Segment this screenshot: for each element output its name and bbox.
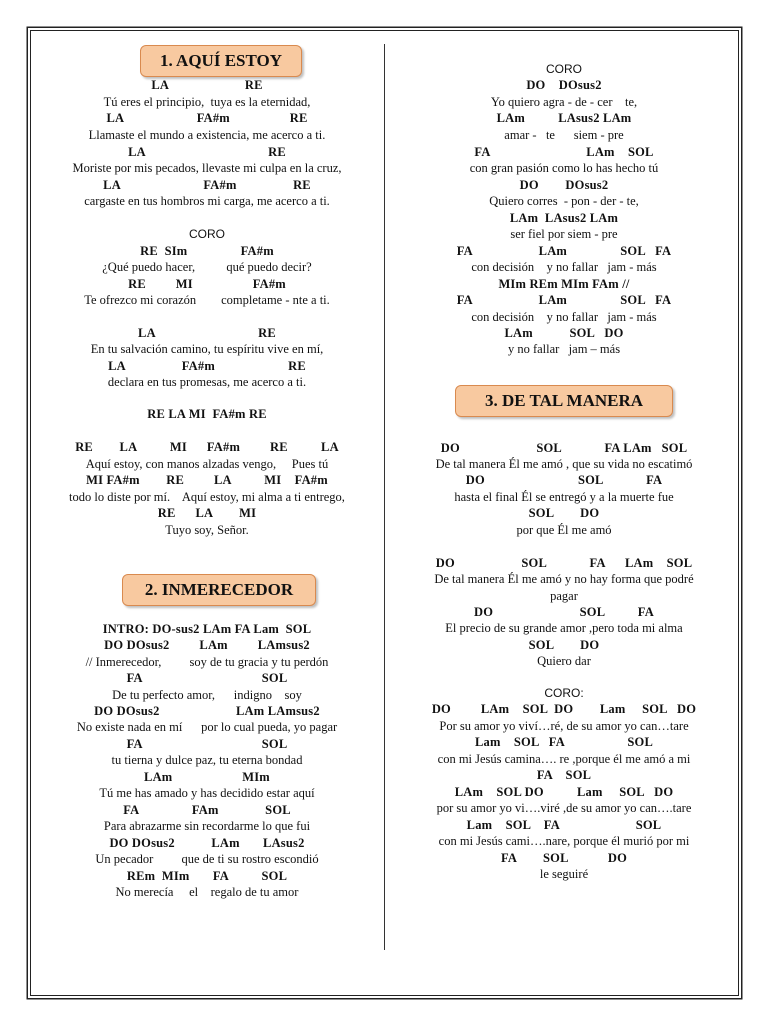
- chord-line: DO LAm SOL DO Lam SOL DO: [431, 702, 697, 716]
- chord-line: LA FA#m RE: [108, 359, 306, 373]
- lyric-line: amar - te siem - pre: [504, 128, 624, 142]
- chord-line: REm MIm FA SOL: [126, 869, 288, 883]
- lyric-line: Aquí estoy, con manos alzadas vengo, Pues tú: [85, 457, 329, 471]
- chord-line: LAm LAsus2 LAm: [509, 211, 619, 225]
- lyric-line: declara en tus promesas, me acerco a ti.: [107, 375, 307, 389]
- lyric-line: Tuyo soy, Señor.: [165, 523, 249, 537]
- lyric-line: pagar: [550, 589, 578, 603]
- lyric-line: Para abrazarme sin recordarme lo que fui: [103, 819, 311, 833]
- lyric-line: Yo quiero agra - de - cer te,: [490, 95, 638, 109]
- lyric-line: ser fiel por siem - pre: [510, 227, 618, 241]
- chord-line: RE LA MI: [157, 506, 257, 520]
- lyric-line: todo lo diste por mí. Aquí estoy, mi alma a ti entrego,: [69, 490, 345, 504]
- chord-line: LAm LAsus2 LAm: [496, 111, 632, 125]
- lyric-line: De tal manera Él me amó , que su vida no escatimó: [435, 457, 693, 471]
- chord-line: FA SOL: [126, 671, 288, 685]
- lyric-line: Moriste por mis pecados, llevaste mi culpa en la cruz,: [72, 161, 342, 175]
- coro-label: CORO: [546, 62, 582, 76]
- lyric-line: No existe nada en mí por lo cual pueda, yo pagar: [76, 720, 338, 734]
- lyric-line: No merecía el regalo de tu amor: [115, 885, 299, 899]
- chord-line: LAm SOL DO: [504, 326, 624, 340]
- chord-line: FA LAm SOL: [474, 145, 654, 159]
- lyric-line: // Inmerecedor, soy de tu gracia y tu perdón: [85, 655, 329, 669]
- chord-line: MI FA#m RE LA MI FA#m: [86, 473, 328, 487]
- lyric-line: De tal manera Él me amó y no hay forma que podré: [434, 572, 694, 586]
- chord-line: FA FAm SOL: [123, 803, 291, 817]
- column-divider: [384, 44, 385, 950]
- lyric-line: con decisión y no fallar jam - más: [471, 260, 657, 274]
- chord-line: INTRO: DO-sus2 LAm FA Lam SOL: [102, 622, 312, 636]
- chord-line: SOL DO: [528, 638, 600, 652]
- lyric-line: Por su amor yo viví…ré, de su amor yo can…tare: [439, 719, 689, 733]
- lyric-line: En tu salvación camino, tu espíritu vive en mí,: [90, 342, 324, 356]
- chord-line: DO SOL FA: [474, 605, 654, 619]
- chord-line: Lam SOL FA SOL: [474, 735, 654, 749]
- chord-line: FA SOL DO: [500, 851, 628, 865]
- lyric-line: Quiero corres - pon - der - te,: [489, 194, 639, 208]
- lyric-line: cargaste en tus hombros mi carga, me acerco a ti.: [84, 194, 330, 208]
- chord-line: DO SOL FA: [465, 473, 663, 487]
- chord-line: LA FA#m RE: [106, 111, 308, 125]
- chord-line: LAm MIm: [144, 770, 270, 784]
- chord-line: DO DOsus2: [519, 178, 609, 192]
- coro-label: CORO:: [544, 686, 584, 700]
- chord-line: LA FA#m RE: [103, 178, 311, 192]
- lyric-line: El precio de su grande amor ,pero toda mi alma: [445, 621, 683, 635]
- lyric-line: Tú me has amado y has decidido estar aquí: [99, 786, 315, 800]
- lyric-line: Quiero dar: [537, 654, 591, 668]
- chord-line: LAm SOL DO Lam SOL DO: [454, 785, 674, 799]
- lyric-line: y no fallar jam – más: [507, 342, 621, 356]
- lyric-line: con mi Jesús cami….nare, porque él murió por mi: [438, 834, 690, 848]
- chord-line: LA RE: [151, 78, 263, 92]
- lyric-line: Te ofrezco mi corazón completame - nte a ti.: [84, 293, 330, 307]
- chord-line: FA SOL: [126, 737, 288, 751]
- chord-line: DO SOL FA LAm SOL: [435, 556, 693, 570]
- chord-line: FA SOL: [536, 768, 592, 782]
- chord-line: DO DOsus2: [526, 78, 602, 92]
- chord-line: DO DOsus2 LAm LAmsus2: [94, 704, 320, 718]
- coro-label: CORO: [189, 227, 225, 241]
- chord-line: RE SIm FA#m: [140, 244, 274, 258]
- lyric-line: hasta el final Él se entregó y a la muerte fue: [454, 490, 674, 504]
- lyric-line: con decisión y no fallar jam - más: [471, 310, 657, 324]
- lyric-line: le seguiré: [539, 867, 589, 881]
- lyric-line: con gran pasión como lo has hecho tú: [469, 161, 659, 175]
- song1-title: 1. AQUÍ ESTOY: [140, 45, 302, 77]
- chord-line: FA LAm SOL FA: [456, 244, 672, 258]
- song2-title: 2. INMERECEDOR: [122, 574, 316, 606]
- lyric-line: ¿Qué puedo hacer, qué puedo decir?: [102, 260, 312, 274]
- chord-line: DO DOsus2 LAm LAsus2: [109, 836, 305, 850]
- lyric-line: por su amor yo vi….viré ,de su amor yo can….tare: [436, 801, 692, 815]
- lyric-line: tu tierna y dulce paz, tu eterna bondad: [111, 753, 303, 767]
- lyric-line: con mi Jesús camina…. re ,porque él me amó a mi: [437, 752, 691, 766]
- chord-line: RE LA MI FA#m RE LA: [75, 440, 339, 454]
- lyric-line: Un pecador que de ti su rostro escondió: [95, 852, 319, 866]
- chord-line: Lam SOL FA SOL: [466, 818, 662, 832]
- song3-title: 3. DE TAL MANERA: [455, 385, 673, 417]
- lyric-line: por que Él me amó: [516, 523, 612, 537]
- chord-line: RE LA MI FA#m RE: [147, 407, 267, 421]
- chord-line: LA RE: [138, 326, 276, 340]
- chord-line: FA LAm SOL FA: [456, 293, 672, 307]
- lyric-line: Llamaste el mundo a existencia, me acerco a ti.: [88, 128, 326, 142]
- chord-line: MIm REm MIm FAm //: [498, 277, 630, 291]
- chord-line: RE MI FA#m: [128, 277, 286, 291]
- chord-line: LA RE: [128, 145, 286, 159]
- chord-line: DO DOsus2 LAm LAmsus2: [104, 638, 310, 652]
- lyric-line: Tú eres el principio, tuya es la eternidad,: [103, 95, 311, 109]
- lyric-line: De tu perfecto amor, indigno soy: [112, 688, 302, 702]
- chord-line: SOL DO: [528, 506, 600, 520]
- chord-line: DO SOL FA LAm SOL: [440, 441, 688, 455]
